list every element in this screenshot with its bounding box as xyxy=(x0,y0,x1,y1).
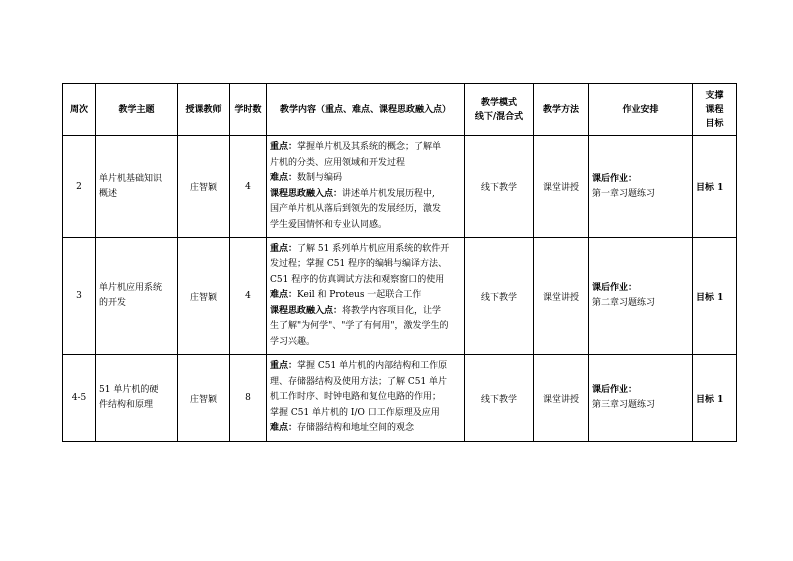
hours-cell: 8 xyxy=(230,355,267,442)
key-point-text: 掌握 C51 单片机的 I/O 口工作原理及应用 xyxy=(270,407,440,418)
difficulty-text: 数制与编码 xyxy=(297,173,343,183)
homework-label: 课后作业： xyxy=(592,283,638,293)
teacher-cell: 庄智颖 xyxy=(178,238,230,355)
hours-cell: 4 xyxy=(230,136,267,238)
content-cell xyxy=(267,238,465,355)
topic-line: 概述 xyxy=(99,188,118,199)
goal-cell: 目标 1 xyxy=(693,136,737,238)
content-cell xyxy=(267,136,465,238)
difficulty-text: Keil 和 Proteus 一起联合工作 xyxy=(297,290,422,301)
week-cell: 2 xyxy=(63,136,96,238)
ideology-label: 课程思政融入点： xyxy=(270,305,343,316)
ideology-label: 课程思政融入点： xyxy=(270,188,343,199)
homework-label: 课后作业： xyxy=(592,173,638,184)
header-mode xyxy=(465,84,534,136)
header-method: 教学方法 xyxy=(534,84,589,136)
header-mode-line: 线下/混合式 xyxy=(474,111,524,122)
ideology-text: 学习兴趣。 xyxy=(270,336,316,347)
header-topic: 教学主题 xyxy=(96,84,178,136)
header-hours: 学时数 xyxy=(230,84,267,136)
goal-cell: 目标 1 xyxy=(693,238,737,355)
method-cell: 课堂讲授 xyxy=(534,136,589,238)
header-support-line: 课程 xyxy=(705,104,724,115)
header-row xyxy=(63,84,737,136)
homework-text: 第三章习题练习 xyxy=(592,400,656,410)
header-week: 周次 xyxy=(63,84,96,136)
homework-cell xyxy=(589,355,693,442)
key-point-text: 发过程；掌握 C51 程序的编辑与编译方法、 xyxy=(270,259,448,270)
header-support xyxy=(693,84,737,136)
key-point-label: 重点： xyxy=(270,243,298,254)
ideology-text: 将教学内容项目化，让学 xyxy=(342,305,442,316)
teacher-cell: 庄智颖 xyxy=(178,355,230,442)
mode-cell: 线下教学 xyxy=(465,238,534,355)
key-point-label: 重点： xyxy=(270,142,298,152)
homework-cell xyxy=(589,136,693,238)
week-cell: 4-5 xyxy=(63,355,96,442)
syllabus-schedule xyxy=(62,83,736,442)
topic-cell xyxy=(96,355,178,442)
homework-cell xyxy=(589,238,693,355)
difficulty-label: 难点： xyxy=(270,423,298,434)
ideology-text: 国产单片机从落后到领先的发展经历，激发 xyxy=(270,204,442,214)
topic-line: 的开发 xyxy=(99,298,127,308)
topic-line: 51 单片机的硬 xyxy=(99,385,159,395)
mode-cell: 线下教学 xyxy=(465,136,534,238)
difficulty-text: 存储器结构和地址空间的观念 xyxy=(297,423,415,434)
teaching-schedule-table xyxy=(62,83,737,442)
topic-line: 件结构和原理 xyxy=(99,400,154,410)
table-row xyxy=(63,355,737,442)
key-point-label: 重点： xyxy=(270,361,298,372)
homework-label: 课后作业： xyxy=(592,385,638,395)
topic-line: 单片机基础知识 xyxy=(99,173,163,184)
header-content: 教学内容（重点、难点、课程思政融入点） xyxy=(267,84,465,136)
key-point-text: 理、存储器结构及使用方法；了解 C51 单片 xyxy=(270,376,448,387)
key-point-text: 了解 51 系列单片机应用系统的软件开 xyxy=(297,243,450,254)
topic-cell xyxy=(96,238,178,355)
method-cell: 课堂讲授 xyxy=(534,238,589,355)
key-point-text: 掌握 C51 单片机的内部结构和工作原 xyxy=(297,361,448,372)
mode-cell: 线下教学 xyxy=(465,355,534,442)
ideology-text: 生了解"为何学"、"学了有何用"，激发学生的 xyxy=(270,321,449,332)
header-support-line: 支撑 xyxy=(705,90,724,101)
homework-text: 第一章习题练习 xyxy=(592,188,656,199)
hours-cell: 4 xyxy=(230,238,267,355)
homework-text: 第二章习题练习 xyxy=(592,298,656,308)
difficulty-label: 难点： xyxy=(270,173,298,183)
header-homework: 作业安排 xyxy=(589,84,693,136)
key-point-text: 掌握单片机及其系统的概念；了解单 xyxy=(297,142,442,152)
key-point-text: 机工作时序、时钟电路和复位电路的作用； xyxy=(270,392,442,403)
topic-cell xyxy=(96,136,178,238)
ideology-text: 学生爱国情怀和专业认同感。 xyxy=(270,219,388,230)
key-point-text: C51 程序的仿真调试方法和观察窗口的使用 xyxy=(270,274,445,285)
week-cell: 3 xyxy=(63,238,96,355)
header-support-line: 目标 xyxy=(705,118,724,129)
table-row xyxy=(63,238,737,355)
teacher-cell: 庄智颖 xyxy=(178,136,230,238)
ideology-text: 讲述单片机发展历程中, xyxy=(342,188,435,199)
header-teacher: 授课教师 xyxy=(178,84,230,136)
goal-cell: 目标 1 xyxy=(693,355,737,442)
method-cell: 课堂讲授 xyxy=(534,355,589,442)
header-mode-line: 教学模式 xyxy=(480,97,517,108)
table-row xyxy=(63,136,737,238)
difficulty-label: 难点： xyxy=(270,290,298,301)
topic-line: 单片机应用系统 xyxy=(99,283,163,293)
content-cell xyxy=(267,355,465,442)
key-point-text: 片机的分类、应用领域和开发过程 xyxy=(270,157,406,168)
